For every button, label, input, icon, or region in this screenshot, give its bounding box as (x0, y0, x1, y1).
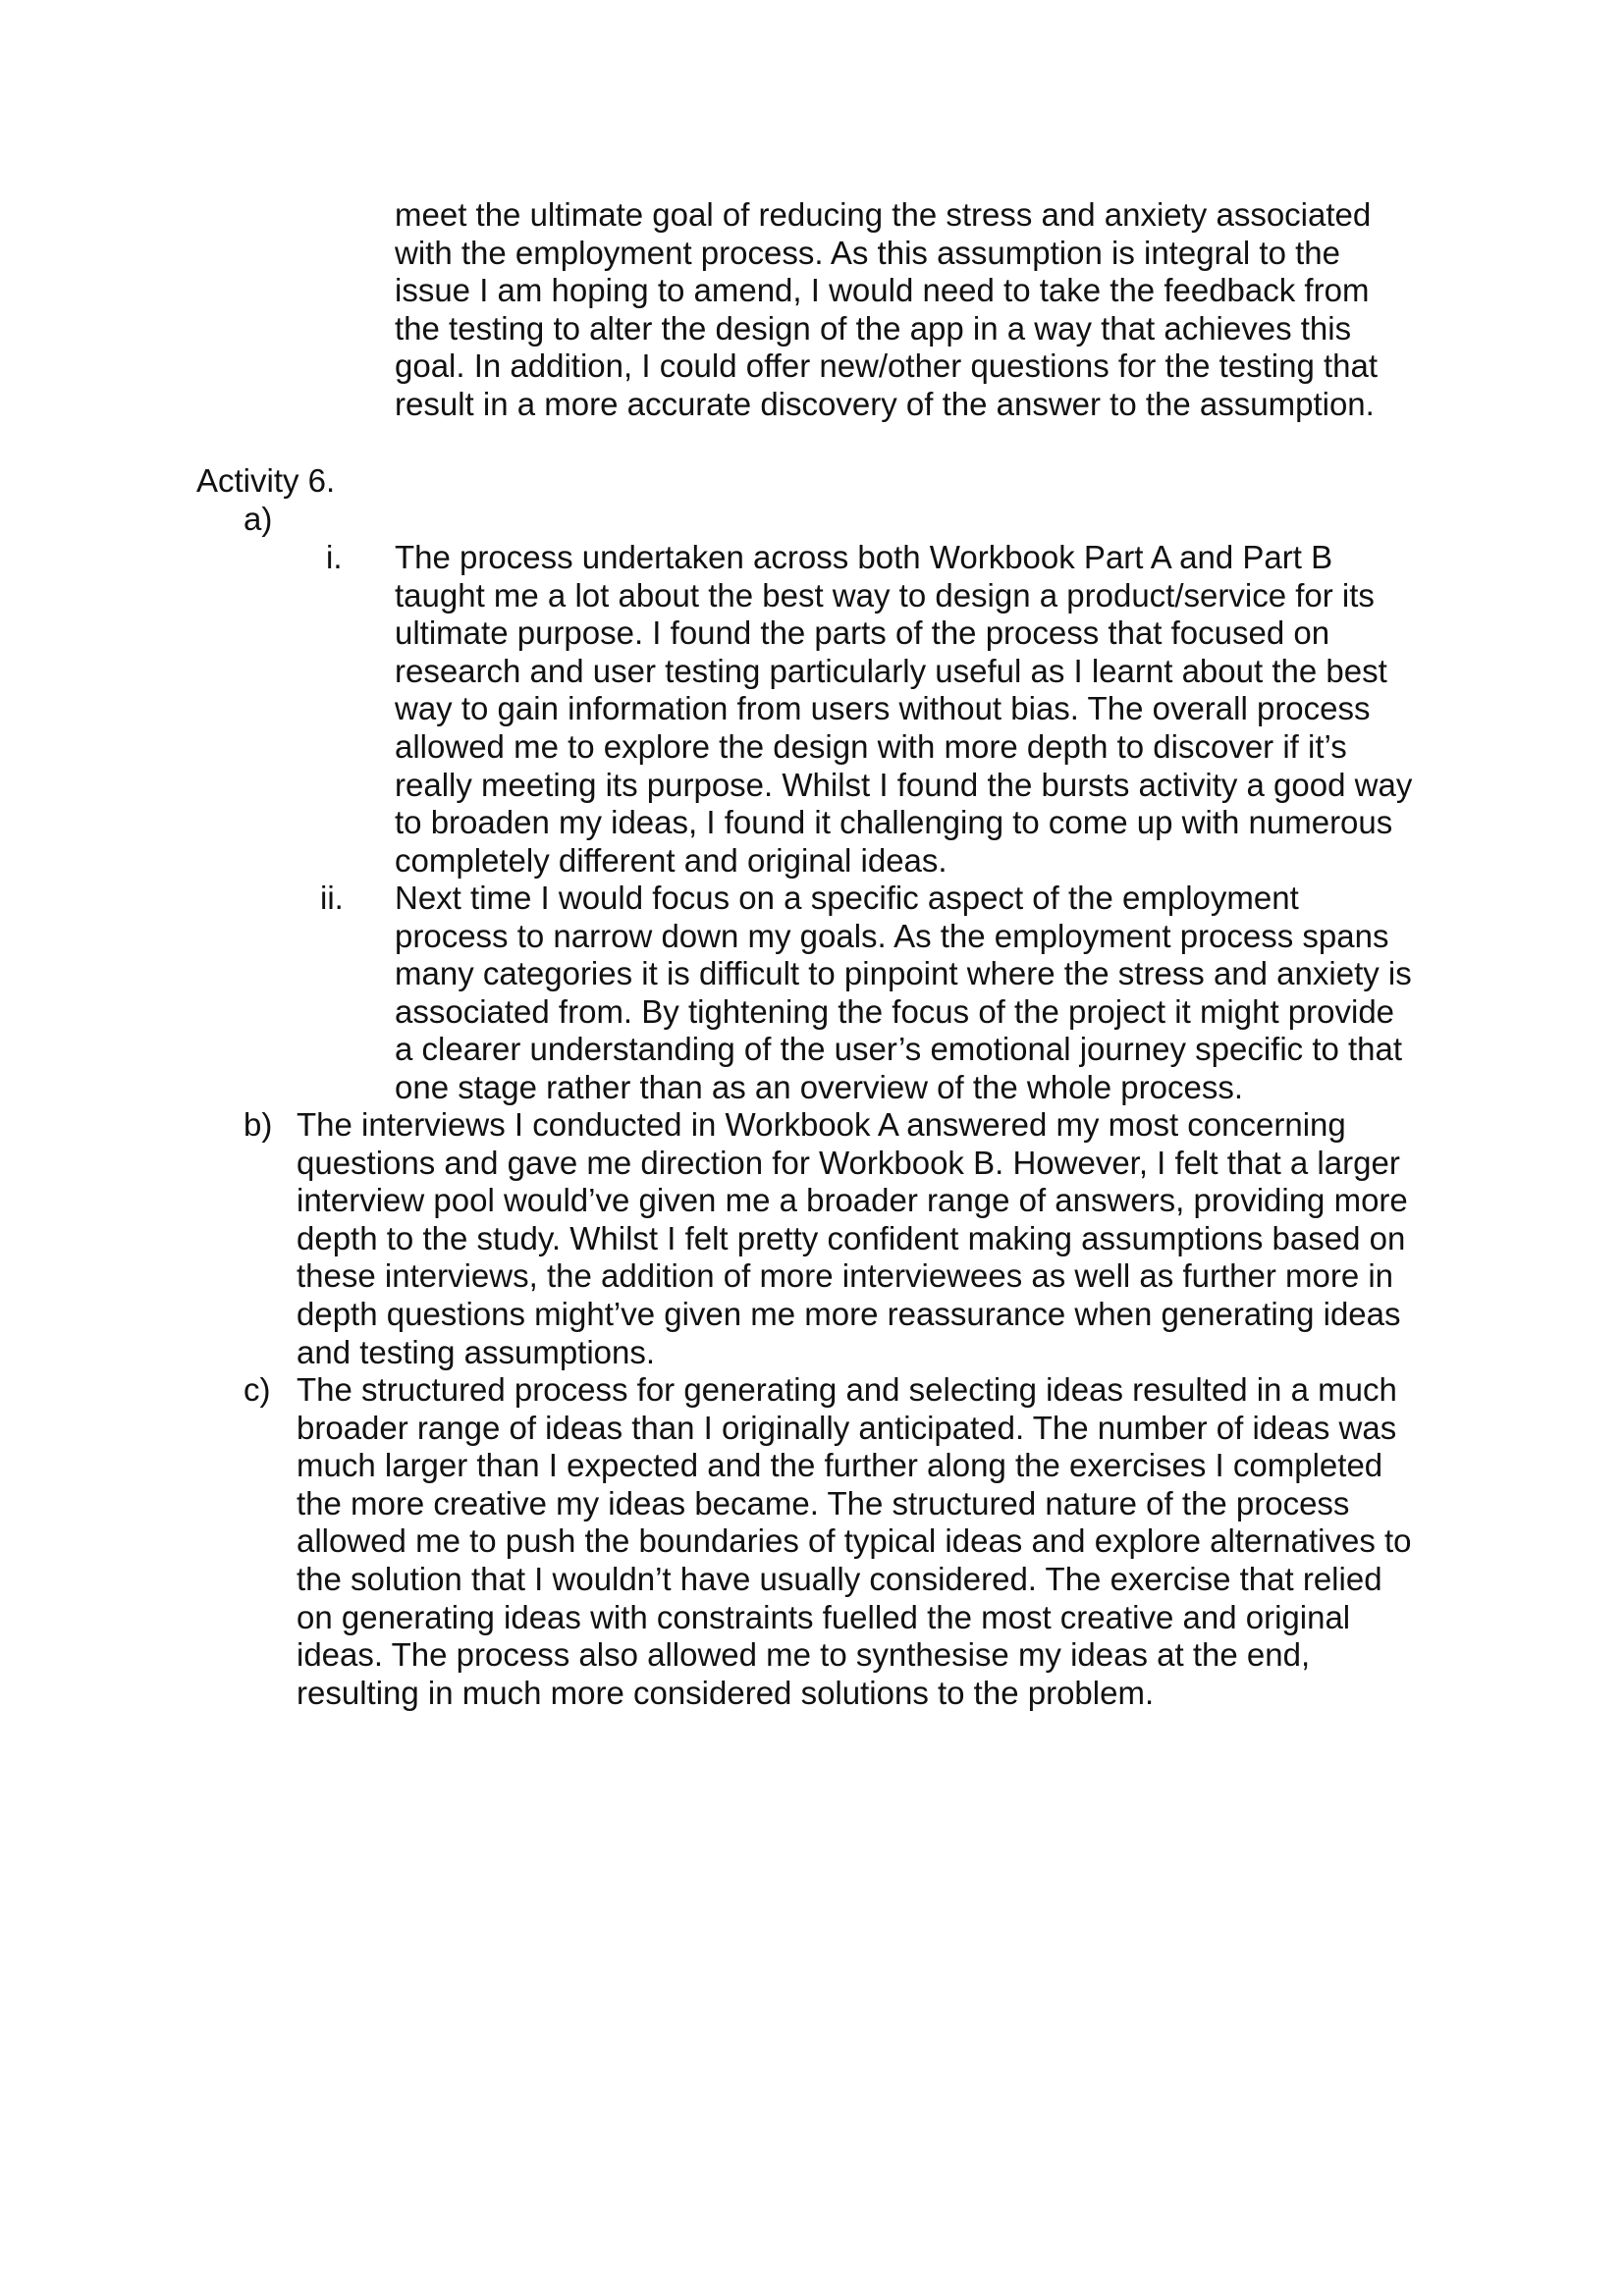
activity-heading: Activity 6. (196, 462, 336, 499)
text-line: and testing assumptions. (297, 1333, 656, 1370)
text-line: allowed me to explore the design with more depth to discover if it’s (395, 727, 1347, 765)
list-marker-a-ii: ii. (320, 880, 344, 916)
text-line: to broaden my ideas, I found it challenging to come up with numerous (395, 804, 1393, 841)
text-line: result in a more accurate discovery of the answer to the assumption. (395, 385, 1375, 422)
text-line: these interviews, the addition of more interviewees as well as further more in (297, 1257, 1394, 1295)
text-line: depth to the study. Whilst I felt pretty confident making assumptions based on (297, 1219, 1406, 1256)
text-line: ideas. The process also allowed me to synthesise my ideas at the end, (297, 1636, 1311, 1674)
list-marker-b: b) (244, 1106, 273, 1143)
text-line: on generating ideas with constraints fuelled the most creative and original (297, 1598, 1351, 1635)
text-line: much larger than I expected and the further along the exercises I completed (297, 1447, 1383, 1484)
text-line: goal. In addition, I could offer new/other questions for the testing that (395, 347, 1379, 385)
text-line: interview pool would’ve given me a broader range of answers, providing more (297, 1182, 1408, 1219)
text-line: way to gain information from users without bias. The overall process (395, 690, 1371, 727)
text-line: associated from. By tightening the focus of the project it might provide (395, 992, 1395, 1030)
list-marker-a-i: i. (326, 539, 343, 575)
text-line: Next time I would focus on a specific aspect of the employment (395, 880, 1299, 916)
item-c-paragraph (297, 1371, 1412, 1712)
item-a-ii-paragraph (395, 880, 1412, 1107)
text-line: ultimate purpose. I found the parts of the process that focused on (395, 614, 1330, 652)
text-line: research and user testing particularly useful as I learnt about the best (395, 652, 1387, 689)
text-line: process to narrow down my goals. As the employment process spans (395, 917, 1389, 954)
list-marker-a: a) (244, 501, 273, 537)
item-b-paragraph (297, 1106, 1408, 1371)
text-line: really meeting its purpose. Whilst I found the bursts activity a good way (395, 766, 1413, 803)
text-line: questions and gave me direction for Workbook B. However, I felt that a larger (297, 1144, 1400, 1181)
text-line: The process undertaken across both Workbook Part A and Part B (395, 539, 1333, 575)
list-marker-c: c) (244, 1371, 271, 1408)
text-line: a clearer understanding of the user’s emotional journey specific to that (395, 1031, 1403, 1068)
text-line: one stage rather than as an overview of the whole process. (395, 1068, 1244, 1105)
text-line: many categories it is difficult to pinpoint where the stress and anxiety is (395, 955, 1412, 992)
text-line: allowed me to push the boundaries of typical ideas and explore alternatives to (297, 1522, 1412, 1560)
text-line: The structured process for generating and selecting ideas resulted in a much (297, 1371, 1397, 1408)
text-line: the testing to alter the design of the app in a way that achieves this (395, 309, 1352, 347)
text-line: broader range of ideas than I originally anticipated. The number of ideas was (297, 1409, 1397, 1446)
text-line: the solution that I wouldn’t have usually considered. The exercise that relied (297, 1560, 1382, 1597)
text-line: issue I am hoping to amend, I would need to take the feedback from (395, 272, 1370, 309)
text-line: taught me a lot about the best way to design a product/service for its (395, 576, 1375, 614)
text-line: meet the ultimate goal of reducing the stress and anxiety associated (395, 196, 1372, 233)
continuation-paragraph (395, 196, 1378, 424)
text-line: completely different and original ideas. (395, 841, 947, 879)
text-line: with the employment process. As this assumption is integral to the (395, 234, 1340, 271)
text-line: depth questions might’ve given me more reassurance when generating ideas (297, 1295, 1401, 1332)
text-line: resulting in much more considered solutions to the problem. (297, 1674, 1155, 1711)
item-a-i-paragraph (395, 539, 1412, 880)
text-line: the more creative my ideas became. The structured nature of the process (297, 1484, 1350, 1522)
text-line: The interviews I conducted in Workbook A answered my most concerning (297, 1106, 1346, 1143)
